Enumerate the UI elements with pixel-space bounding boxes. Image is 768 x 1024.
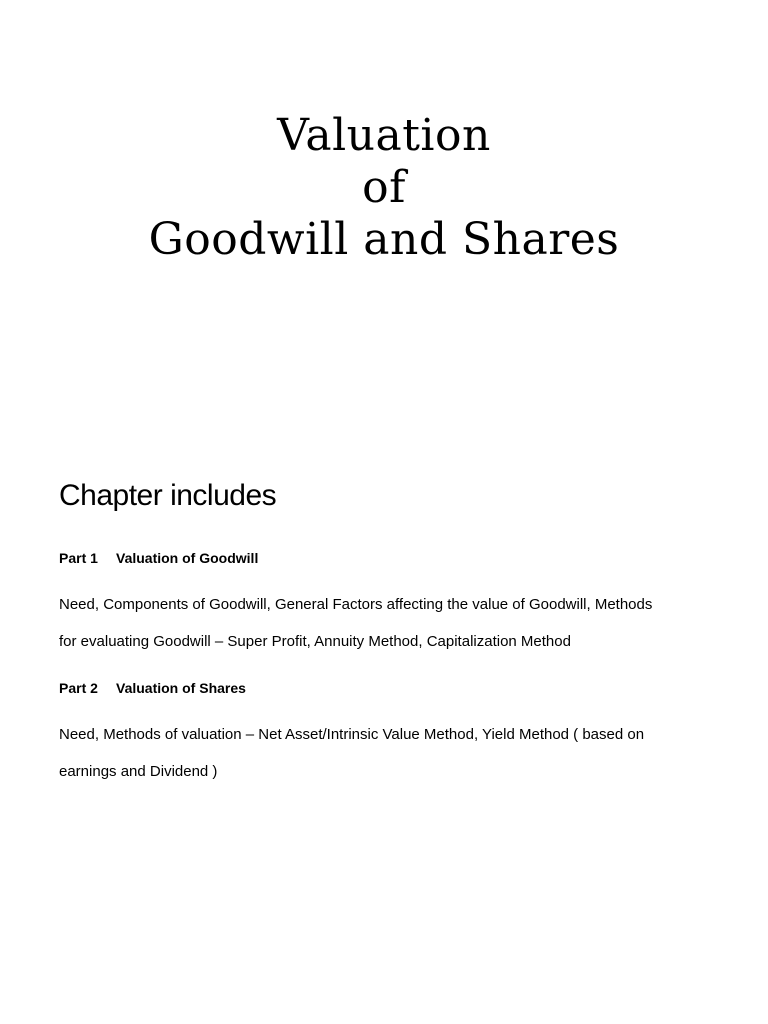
document-title	[0, 110, 768, 266]
part-2-title: Valuation of Shares	[116, 680, 246, 696]
part-2-description-line-2: earnings and Dividend )	[59, 763, 218, 780]
part-1-number: Part 1	[59, 550, 98, 566]
part-1-heading	[59, 548, 258, 568]
part-2-heading	[59, 678, 246, 698]
title-line-2: of	[362, 162, 406, 213]
title-line-1: Valuation	[277, 110, 491, 161]
part-2-description	[59, 716, 719, 790]
part-2-description-line-1: Need, Methods of valuation – Net Asset/Intrinsic Value Method, Yield Method ( based on	[59, 726, 645, 743]
title-line-3: Goodwill and Shares	[148, 214, 620, 265]
part-1-description	[59, 586, 719, 660]
part-2-number: Part 2	[59, 680, 98, 696]
part-1-title: Valuation of Goodwill	[116, 550, 259, 566]
part-1-description-line-2: for evaluating Goodwill – Super Profit, Annuity Method, Capitalization Method	[59, 633, 571, 650]
part-1-description-line-1: Need, Components of Goodwill, General Factors affecting the value of Goodwill, Methods	[59, 596, 653, 613]
chapter-heading: Chapter includes	[59, 479, 277, 512]
